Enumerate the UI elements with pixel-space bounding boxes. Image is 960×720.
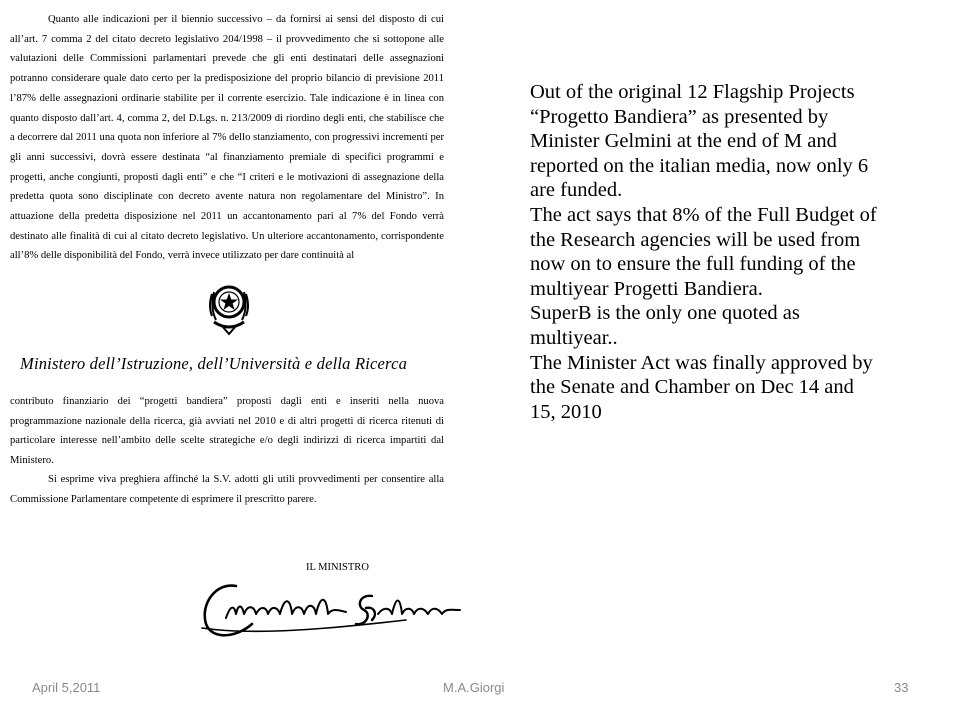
letter-paragraph-closing: Si esprime viva preghiera affinché la S.V. adotti gli utili provvedimenti per consentire alla Commissione Parlamentare competente di esprimere il prescritto parere.: [10, 474, 444, 505]
letter-paragraph-top: Quanto alle indicazioni per il biennio successivo – da fornirsi ai sensi del disposto di cui all’art. 7 comma 2 del citato decreto legislativo 204/1998 – il provvedimento che si sottopone alle valutazioni delle Commissioni parlamentari prevede che gli enti destinatari delle assegnazioni potranno considerare quale dato certo per la predisposizione del proprio bilancio di previsione 2011 l’87% delle assegnazioni ordinarie stabilite per il corrente esercizio. Tale indicazione è in linea con quanto disposto dall’art. 4, comma 2, del D.Lgs. n. 213/2009 di riordino degli enti, che stabilisce che a decorrere dal 2011 una quota non inferiore al 7% dello stanziamento, con progressivi incrementi per gli anni successivi, dovrà essere destinata “al finanziamento premiale di specifici programmi e progetti, anche congiunti, proposti dagli enti” e che “I criteri e le motivazioni di assegnazione della predetta quota sono disciplinate con decreto avente natura non regolamentare del Ministro”. In attuazione della predetta disposizione nel 2011 un accantonamento pari al 7% del Fondo verrà destinato alle finalità di cui al citato decreto legislativo. Un ulteriore accantonamento, corrispondente all’8% delle disponibilità del Fondo, verrà invece utilizzato per dare continuità al: [10, 14, 444, 262]
footer-author: M.A.Giorgi: [443, 680, 505, 695]
slide-paragraph-1: Out of the original 12 Flagship Projects “Progetto Bandiera” as presented by Minister Gelmini at the end of M and reported on the italian media, now only 6 are funded.: [530, 81, 869, 202]
minister-signature: [196, 574, 470, 648]
signer-title: IL MINISTRO: [306, 562, 369, 573]
slide-paragraph-3: SuperB is the only one quoted as multiyear..: [530, 302, 800, 349]
footer-page-number: 33: [894, 680, 909, 695]
letter-paragraph-bottom: contributo finanziario dei “progetti bandiera” proposti dagli enti e inseriti nella nuova programmazione nazionale della ricerca, già avviati nel 2010 e di altri progetti di ricerca ritenuti di particolare interesse nell’ambito delle scelte strategiche e/o degli indirizzi di ricerca impartiti dal Ministero.: [10, 396, 444, 467]
italian-republic-emblem-icon: [204, 278, 254, 336]
footer-date: April 5,2011: [32, 680, 101, 695]
slide-paragraph-2: The act says that 8% of the Full Budget of the Research agencies will be used from now on to ensure the full funding of the multiyear Progetti Bandiera.: [530, 203, 877, 300]
slide-text-block: [530, 80, 880, 424]
slide-paragraph-4: The Minister Act was finally approved by the Senate and Chamber on Dec 14 and 15, 2010: [530, 351, 873, 423]
scanned-letter: [0, 0, 470, 660]
ministry-header: Ministero dell’Istruzione, dell’Università e della Ricerca: [20, 354, 408, 373]
